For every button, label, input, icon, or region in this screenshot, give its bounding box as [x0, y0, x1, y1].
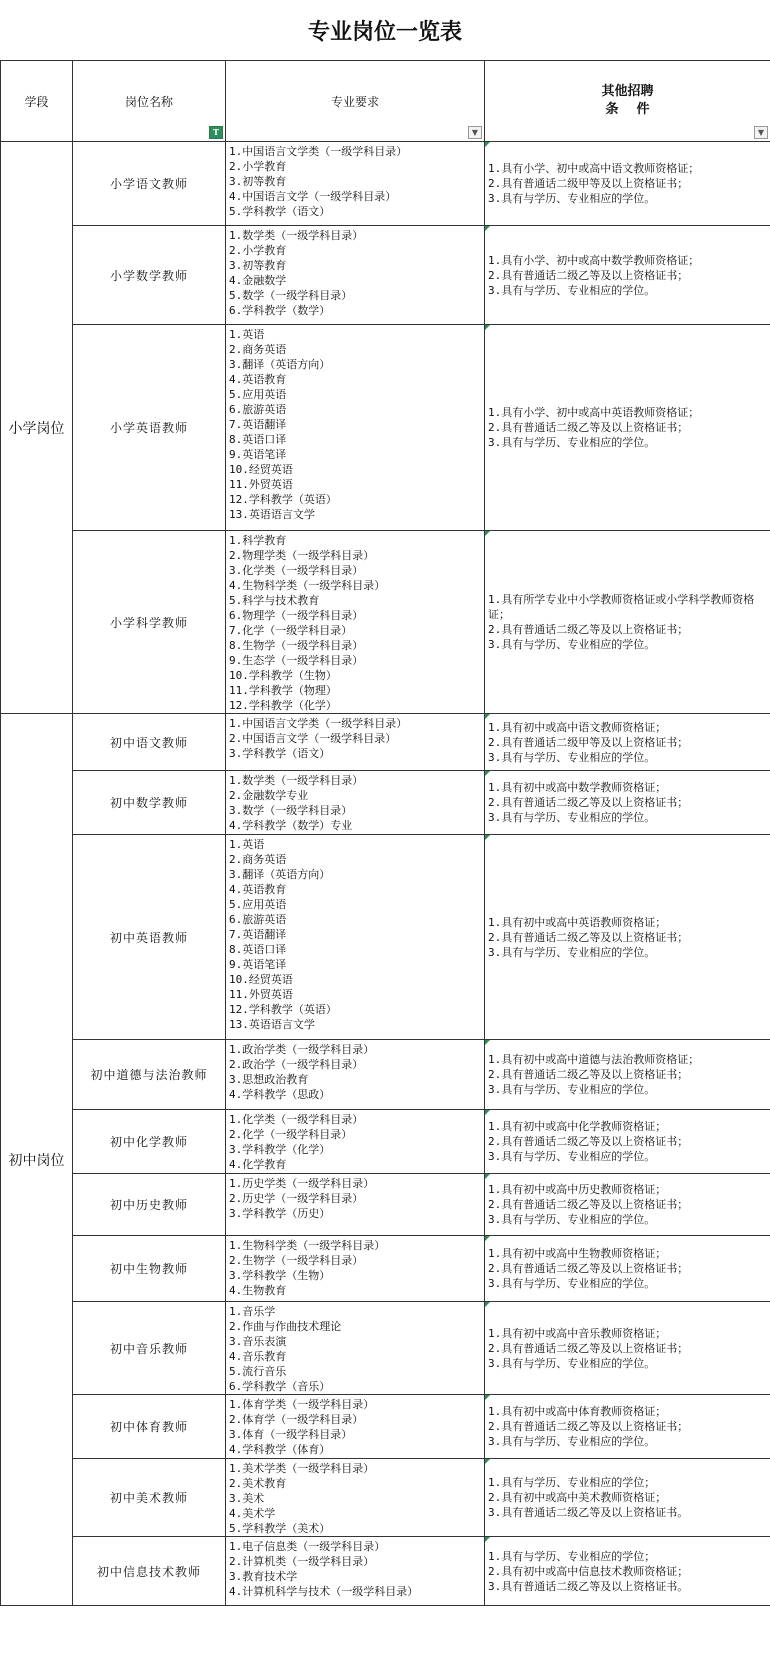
major-requirement-cell [226, 1040, 485, 1110]
major-item: 9.英语笔译 [229, 958, 287, 971]
condition-item: 3.具有与学历、专业相应的学位。 [488, 945, 656, 959]
header-major [226, 61, 485, 142]
major-item: 4.中国语言文学（一级学科目录） [229, 190, 397, 203]
condition-item: 1.具有初中或高中体育教师资格证； [488, 1405, 667, 1418]
condition-item: 3.具有与学历、专业相应的学位。 [488, 1213, 656, 1226]
position-name-cell: 小学英语教师 [73, 325, 226, 531]
major-item: 1.英语 [229, 328, 265, 341]
table-row [1, 1174, 770, 1236]
condition-item: 1.具有与学历、专业相应的学位； [488, 1549, 656, 1563]
major-item: 4.生物教育 [229, 1284, 287, 1297]
major-item: 1.英语 [229, 838, 265, 851]
comment-marker-icon [485, 531, 490, 536]
major-item: 3.初等教育 [229, 175, 287, 188]
major-item: 11.学科教学（物理） [229, 684, 337, 697]
condition-item: 3.具有与学历、专业相应的学位。 [488, 750, 656, 764]
comment-marker-icon [485, 835, 490, 840]
major-item: 3.思想政治教育 [229, 1073, 309, 1086]
major-item: 12.学科教学（化学） [229, 699, 337, 712]
major-item: 4.英语教育 [229, 373, 287, 386]
major-requirement-cell [226, 835, 485, 1040]
major-item: 3.数学（一级学科目录） [229, 804, 353, 817]
other-condition-cell [485, 1110, 770, 1174]
major-item: 2.历史学（一级学科目录） [229, 1192, 364, 1205]
condition-item: 3.具有普通话二级乙等及以上资格证书。 [488, 1579, 689, 1593]
major-item: 8.英语口译 [229, 943, 287, 956]
position-name-cell: 初中体育教师 [73, 1395, 226, 1459]
condition-item: 1.具有所学专业中小学教师资格证或小学科学教师资格证； [488, 593, 755, 621]
major-item: 3.音乐表演 [229, 1335, 287, 1348]
filter-dropdown-icon[interactable]: ▼ [468, 126, 482, 139]
table-row [1, 226, 770, 325]
major-item: 1.政治学类（一级学科目录） [229, 1043, 375, 1056]
other-condition-cell [485, 714, 770, 771]
major-item: 4.学科教学（数学）专业 [229, 819, 353, 832]
comment-marker-icon [485, 1236, 490, 1241]
major-item: 10.学科教学（生物） [229, 669, 337, 682]
major-item: 8.生物学（一级学科目录） [229, 639, 364, 652]
major-item: 2.政治学（一级学科目录） [229, 1058, 364, 1071]
table-row [1, 1110, 770, 1174]
comment-marker-icon [485, 1110, 490, 1115]
major-item: 3.体育（一级学科目录） [229, 1428, 353, 1441]
major-item: 3.学科教学（历史） [229, 1207, 331, 1220]
condition-item: 1.具有初中或高中道德与法治教师资格证； [488, 1053, 700, 1066]
major-item: 1.音乐学 [229, 1305, 276, 1318]
condition-item: 2.具有普通话二级乙等及以上资格证书； [488, 1262, 689, 1275]
condition-item: 1.具有初中或高中化学教师资格证； [488, 1120, 667, 1133]
major-item: 6.物理学（一级学科目录） [229, 609, 364, 622]
condition-item: 3.具有与学历、专业相应的学位。 [488, 1277, 656, 1290]
major-item: 1.数学类（一级学科目录） [229, 774, 364, 787]
major-item: 10.经贸英语 [229, 463, 293, 476]
condition-item: 2.具有普通话二级乙等及以上资格证书； [488, 421, 689, 434]
major-item: 4.学科教学（思政） [229, 1088, 331, 1101]
position-name-cell: 初中英语教师 [73, 835, 226, 1040]
major-item: 13.英语语言文学 [229, 508, 315, 521]
major-item: 5.数学（一级学科目录） [229, 289, 353, 302]
major-item: 6.旅游英语 [229, 913, 287, 926]
major-item: 1.电子信息类（一级学科目录） [229, 1540, 386, 1553]
condition-item: 2.具有普通话二级乙等及以上资格证书； [488, 930, 689, 944]
condition-item: 2.具有普通话二级乙等及以上资格证书； [488, 1135, 689, 1148]
major-item: 1.科学教育 [229, 534, 287, 547]
comment-marker-icon [485, 325, 490, 330]
comment-marker-icon [485, 1040, 490, 1045]
major-item: 1.历史学类（一级学科目录） [229, 1177, 375, 1190]
other-condition-cell [485, 771, 770, 835]
major-item: 2.体育学（一级学科目录） [229, 1413, 364, 1426]
major-item: 4.计算机科学与技术（一级学科目录） [229, 1585, 419, 1598]
condition-item: 1.具有与学历、专业相应的学位； [488, 1476, 656, 1489]
comment-marker-icon [485, 142, 490, 147]
header-other-label-2: 条 件 [605, 102, 650, 117]
major-item: 12.学科教学（英语） [229, 1003, 337, 1016]
condition-item: 3.具有与学历、专业相应的学位。 [488, 811, 656, 824]
table-row [1, 531, 770, 714]
major-item: 1.美术学类（一级学科目录） [229, 1462, 375, 1475]
other-condition-cell [485, 835, 770, 1040]
major-requirement-cell [226, 1459, 485, 1537]
other-condition-cell [485, 325, 770, 531]
table-row [1, 771, 770, 835]
major-item: 5.应用英语 [229, 388, 287, 401]
major-item: 2.化学（一级学科目录） [229, 1128, 353, 1141]
major-item: 7.化学（一级学科目录） [229, 624, 353, 637]
header-stage-label: 学段 [24, 94, 49, 109]
major-item: 4.生物科学类（一级学科目录） [229, 579, 386, 592]
major-item: 3.教育技术学 [229, 1570, 298, 1583]
position-name-cell: 初中道德与法治教师 [73, 1040, 226, 1110]
major-item: 2.作曲与作曲技术理论 [229, 1320, 342, 1333]
condition-item: 1.具有初中或高中数学教师资格证； [488, 781, 667, 794]
table-row [1, 835, 770, 1040]
comment-marker-icon [485, 1537, 490, 1542]
major-item: 4.化学教育 [229, 1158, 287, 1171]
comment-marker-icon [485, 714, 490, 719]
major-item: 1.数学类（一级学科目录） [229, 229, 364, 242]
other-condition-cell [485, 1236, 770, 1302]
major-item: 2.商务英语 [229, 853, 287, 866]
condition-item: 2.具有普通话二级乙等及以上资格证书； [488, 623, 689, 636]
major-item: 10.经贸英语 [229, 973, 293, 986]
other-condition-cell [485, 1395, 770, 1459]
position-name-cell: 初中历史教师 [73, 1174, 226, 1236]
position-name-cell: 初中化学教师 [73, 1110, 226, 1174]
major-requirement-cell [226, 226, 485, 325]
major-item: 4.美术学 [229, 1507, 276, 1520]
major-requirement-cell [226, 1302, 485, 1395]
position-name-cell: 初中美术教师 [73, 1459, 226, 1537]
other-condition-cell [485, 1174, 770, 1236]
major-item: 11.外贸英语 [229, 988, 293, 1001]
condition-item: 2.具有初中或高中美术教师资格证； [488, 1491, 667, 1504]
major-item: 3.学科教学（语文） [229, 747, 331, 760]
major-requirement-cell [226, 325, 485, 531]
condition-item: 1.具有小学、初中或高中语文教师资格证； [488, 162, 700, 175]
position-name-cell: 初中生物教师 [73, 1236, 226, 1302]
major-requirement-cell [226, 714, 485, 771]
condition-item: 2.具有初中或高中信息技术教师资格证； [488, 1564, 689, 1578]
condition-item: 1.具有初中或高中英语教师资格证； [488, 915, 667, 929]
condition-item: 3.具有与学历、专业相应的学位。 [488, 283, 656, 297]
table-row [1, 1459, 770, 1537]
major-item: 1.中国语言文学类（一级学科目录） [229, 145, 408, 158]
major-item: 2.小学教育 [229, 244, 287, 257]
header-position [73, 61, 226, 142]
comment-marker-icon [485, 1174, 490, 1179]
other-condition-cell [485, 1302, 770, 1395]
condition-item: 3.具有与学历、专业相应的学位。 [488, 1435, 656, 1448]
major-requirement-cell [226, 142, 485, 226]
major-item: 2.小学教育 [229, 160, 287, 173]
major-item: 6.学科教学（音乐） [229, 1380, 331, 1393]
filter-active-icon[interactable]: T [209, 126, 223, 139]
position-name-cell: 小学语文教师 [73, 142, 226, 226]
condition-item: 3.具有与学历、专业相应的学位。 [488, 638, 656, 651]
major-item: 6.学科教学（数学） [229, 304, 331, 317]
other-condition-cell [485, 1537, 770, 1606]
major-item: 4.音乐教育 [229, 1350, 287, 1363]
condition-item: 1.具有小学、初中或高中英语教师资格证； [488, 406, 700, 419]
filter-dropdown-icon[interactable]: ▼ [754, 126, 768, 139]
condition-item: 2.具有普通话二级乙等及以上资格证书； [488, 268, 689, 282]
page-title: 专业岗位一览表 [307, 18, 462, 45]
major-item: 3.美术 [229, 1492, 265, 1505]
condition-item: 2.具有普通话二级乙等及以上资格证书； [488, 796, 689, 809]
major-item: 9.英语笔译 [229, 448, 287, 461]
position-name-cell: 初中数学教师 [73, 771, 226, 835]
comment-marker-icon [485, 1395, 490, 1400]
major-item: 2.美术教育 [229, 1477, 287, 1490]
major-item: 8.英语口译 [229, 433, 287, 446]
major-item: 13.英语语言文学 [229, 1018, 315, 1031]
major-item: 1.中国语言文学类（一级学科目录） [229, 717, 408, 730]
table-row [1, 1040, 770, 1110]
positions-table [0, 60, 770, 1606]
condition-item: 1.具有初中或高中生物教师资格证； [488, 1247, 667, 1260]
header-position-label: 岗位名称 [124, 94, 173, 109]
condition-item: 3.具有与学历、专业相应的学位。 [488, 192, 656, 205]
condition-item: 1.具有初中或高中历史教师资格证； [488, 1183, 667, 1196]
header-other-label-1: 其他招聘 [601, 84, 654, 99]
table-row [1, 1236, 770, 1302]
major-item: 7.英语翻译 [229, 928, 287, 941]
major-item: 3.翻译（英语方向） [229, 868, 331, 881]
major-requirement-cell [226, 1537, 485, 1606]
major-item: 5.学科教学（美术） [229, 1522, 331, 1535]
header-other [485, 61, 770, 142]
major-item: 3.化学类（一级学科目录） [229, 564, 364, 577]
major-item: 1.化学类（一级学科目录） [229, 1113, 364, 1126]
condition-item: 1.具有初中或高中语文教师资格证； [488, 720, 667, 734]
major-item: 4.学科教学（体育） [229, 1443, 331, 1456]
major-item: 12.学科教学（英语） [229, 493, 337, 506]
other-condition-cell [485, 531, 770, 714]
table-row [1, 1395, 770, 1459]
comment-marker-icon [485, 226, 490, 231]
major-item: 3.学科教学（生物） [229, 1269, 331, 1282]
table-row [1, 1302, 770, 1395]
condition-item: 2.具有普通话二级甲等及以上资格证书； [488, 177, 689, 190]
table-row [1, 1537, 770, 1606]
major-item: 2.商务英语 [229, 343, 287, 356]
condition-item: 3.具有与学历、专业相应的学位。 [488, 1150, 656, 1163]
other-condition-cell [485, 1040, 770, 1110]
major-item: 4.英语教育 [229, 883, 287, 896]
major-item: 2.计算机类（一级学科目录） [229, 1555, 375, 1568]
major-requirement-cell [226, 771, 485, 835]
major-requirement-cell [226, 1395, 485, 1459]
condition-item: 1.具有初中或高中音乐教师资格证； [488, 1326, 667, 1340]
major-requirement-cell [226, 1236, 485, 1302]
other-condition-cell [485, 142, 770, 226]
header-stage [1, 61, 73, 142]
major-item: 2.金融数学专业 [229, 789, 309, 802]
condition-item: 2.具有普通话二级乙等及以上资格证书； [488, 1420, 689, 1433]
condition-item: 3.具有普通话二级乙等及以上资格证书。 [488, 1506, 689, 1519]
major-item: 7.英语翻译 [229, 418, 287, 431]
table-row [1, 142, 770, 226]
position-name-cell: 小学科学教师 [73, 531, 226, 714]
condition-item: 3.具有与学历、专业相应的学位。 [488, 1083, 656, 1096]
stage-cell-junior: 初中岗位 [1, 714, 73, 1606]
condition-item: 1.具有小学、初中或高中数学教师资格证； [488, 253, 700, 267]
major-item: 9.生态学（一级学科目录） [229, 654, 364, 667]
position-name-cell: 初中语文教师 [73, 714, 226, 771]
major-item: 6.旅游英语 [229, 403, 287, 416]
comment-marker-icon [485, 1302, 490, 1307]
other-condition-cell [485, 226, 770, 325]
major-item: 5.流行音乐 [229, 1365, 287, 1378]
major-item: 5.科学与技术教育 [229, 594, 320, 607]
condition-item: 3.具有与学历、专业相应的学位。 [488, 436, 656, 449]
major-item: 5.学科教学（语文） [229, 205, 331, 218]
major-item: 1.生物科学类（一级学科目录） [229, 1239, 386, 1252]
major-requirement-cell [226, 531, 485, 714]
condition-item: 2.具有普通话二级甲等及以上资格证书； [488, 735, 689, 749]
condition-item: 3.具有与学历、专业相应的学位。 [488, 1356, 656, 1370]
table-row [1, 325, 770, 531]
major-item: 2.物理学类（一级学科目录） [229, 549, 375, 562]
position-name-cell: 初中音乐教师 [73, 1302, 226, 1395]
condition-item: 2.具有普通话二级乙等及以上资格证书； [488, 1198, 689, 1211]
major-item: 3.学科教学（化学） [229, 1143, 331, 1156]
position-name-cell: 小学数学教师 [73, 226, 226, 325]
comment-marker-icon [485, 1459, 490, 1464]
condition-item: 2.具有普通话二级乙等及以上资格证书； [488, 1341, 689, 1355]
stage-cell-primary: 小学岗位 [1, 142, 73, 714]
major-item: 5.应用英语 [229, 898, 287, 911]
header-row [1, 61, 770, 142]
condition-item: 2.具有普通话二级乙等及以上资格证书； [488, 1068, 689, 1081]
major-item: 1.体育学类（一级学科目录） [229, 1398, 375, 1411]
major-item: 2.生物学（一级学科目录） [229, 1254, 364, 1267]
major-requirement-cell [226, 1174, 485, 1236]
major-item: 2.中国语言文学（一级学科目录） [229, 732, 397, 745]
table-row [1, 714, 770, 771]
comment-marker-icon [485, 771, 490, 776]
major-item: 11.外贸英语 [229, 478, 293, 491]
major-item: 4.金融数学 [229, 274, 287, 287]
other-condition-cell [485, 1459, 770, 1537]
major-requirement-cell [226, 1110, 485, 1174]
major-item: 3.翻译（英语方向） [229, 358, 331, 371]
position-name-cell: 初中信息技术教师 [73, 1537, 226, 1606]
header-major-label: 专业要求 [330, 94, 379, 109]
major-item: 3.初等教育 [229, 259, 287, 272]
